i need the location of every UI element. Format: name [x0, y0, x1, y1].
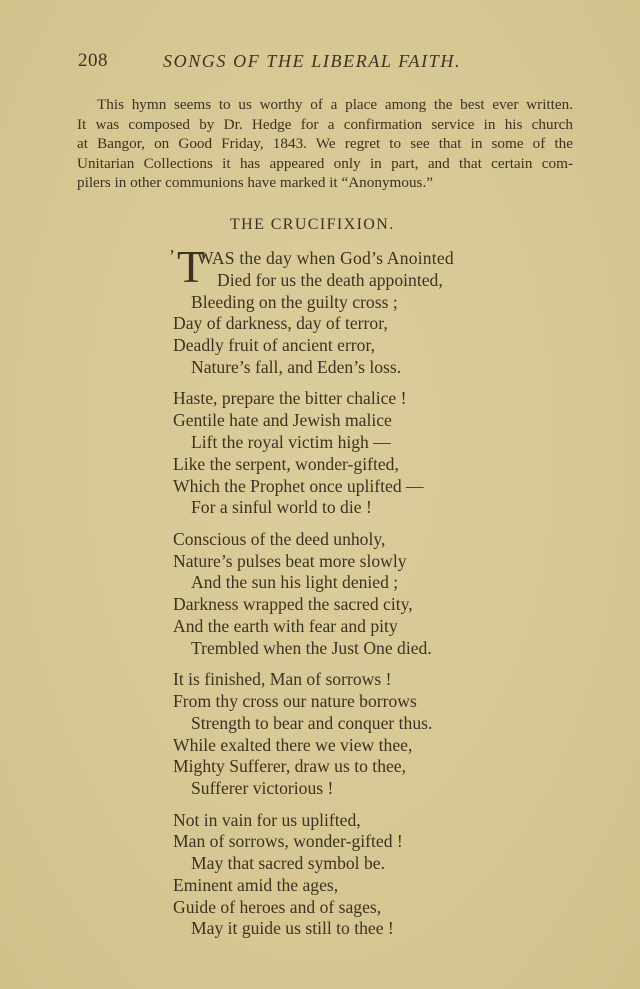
verse-line: Sufferer victorious !: [191, 778, 334, 799]
intro-line: pilers in other communions have marked it “Anonymous.”: [77, 174, 433, 192]
verse-line-text: WAS the day when God’s Anointed: [197, 248, 454, 268]
stanza-5: [173, 810, 593, 941]
verse-line: Eminent amid the ages,: [173, 874, 339, 895]
stanza-3: [173, 529, 593, 660]
verse-line: From thy cross our nature borrows: [173, 690, 417, 711]
apostrophe: ’: [169, 246, 175, 266]
verse-line: May that sacred symbol be.: [191, 853, 385, 874]
verse-line: May it guide us still to thee !: [191, 918, 394, 939]
verse-line: Not in vain for us uplifted,: [173, 809, 361, 830]
stanza-1: [169, 241, 593, 379]
verse-line: Gentile hate and Jewish malice: [173, 410, 392, 431]
running-title: SONGS OF THE LIBERAL FAITH.: [163, 51, 462, 71]
verse-line: While exalted there we view thee,: [173, 734, 413, 755]
verse-line: Guide of heroes and of sages,: [173, 896, 382, 917]
verse-line: Man of sorrows, wonder-gifted !: [173, 831, 403, 852]
verse-line: Died for us the death appointed,: [217, 269, 443, 290]
verse-line: Trembled when the Just One died.: [191, 637, 432, 658]
verse-line: Nature’s pulses beat more slowly: [173, 550, 407, 571]
verse-line: Like the serpent, wonder-gifted,: [173, 453, 399, 474]
verse-line: And the sun his light denied ;: [191, 572, 399, 593]
intro-paragraph: [77, 95, 573, 193]
verse-line: Day of darkness, day of terror,: [173, 313, 388, 334]
verse-line: Strength to bear and conquer thus.: [191, 712, 433, 733]
verse-line: And the earth with fear and pity: [173, 615, 398, 636]
verse-line: It is finished, Man of sorrows !: [173, 669, 392, 690]
hymn-title: THE CRUCIFIXION.: [230, 216, 395, 233]
verse-line: Lift the royal victim high —: [191, 431, 391, 452]
stanza-4: [173, 669, 593, 800]
verse-line: Darkness wrapped the sacred city,: [173, 594, 413, 615]
intro-line: It was composed by Dr. Hedge for a confirmation service in his church: [77, 115, 573, 133]
intro-line: This hymn seems to us worthy of a place among the best ever written.: [97, 96, 573, 113]
verse-line: Bleeding on the guilty cross ;: [191, 291, 398, 312]
running-head: [78, 49, 598, 73]
intro-line: Unitarian Collections it has appeared only in part, and that certain com-: [77, 154, 573, 172]
verse-line: Deadly fruit of ancient error,: [173, 335, 376, 356]
page-number: 208: [78, 50, 108, 71]
poem: [169, 241, 593, 950]
intro-line: at Bangor, on Good Friday, 1843. We regret to see that in some of the: [77, 135, 573, 153]
verse-line: Mighty Sufferer, draw us to thee,: [173, 756, 407, 777]
verse-line: Which the Prophet once uplifted —: [173, 475, 424, 496]
verse-line: Conscious of the deed unholy,: [173, 528, 386, 549]
verse-line: Haste, prepare the bitter chalice !: [173, 388, 407, 409]
drop-cap: T: [177, 241, 206, 292]
stanza-2: [173, 388, 593, 519]
verse-line: For a sinful world to die !: [191, 497, 372, 518]
verse-line: Nature’s fall, and Eden’s loss.: [191, 356, 402, 377]
